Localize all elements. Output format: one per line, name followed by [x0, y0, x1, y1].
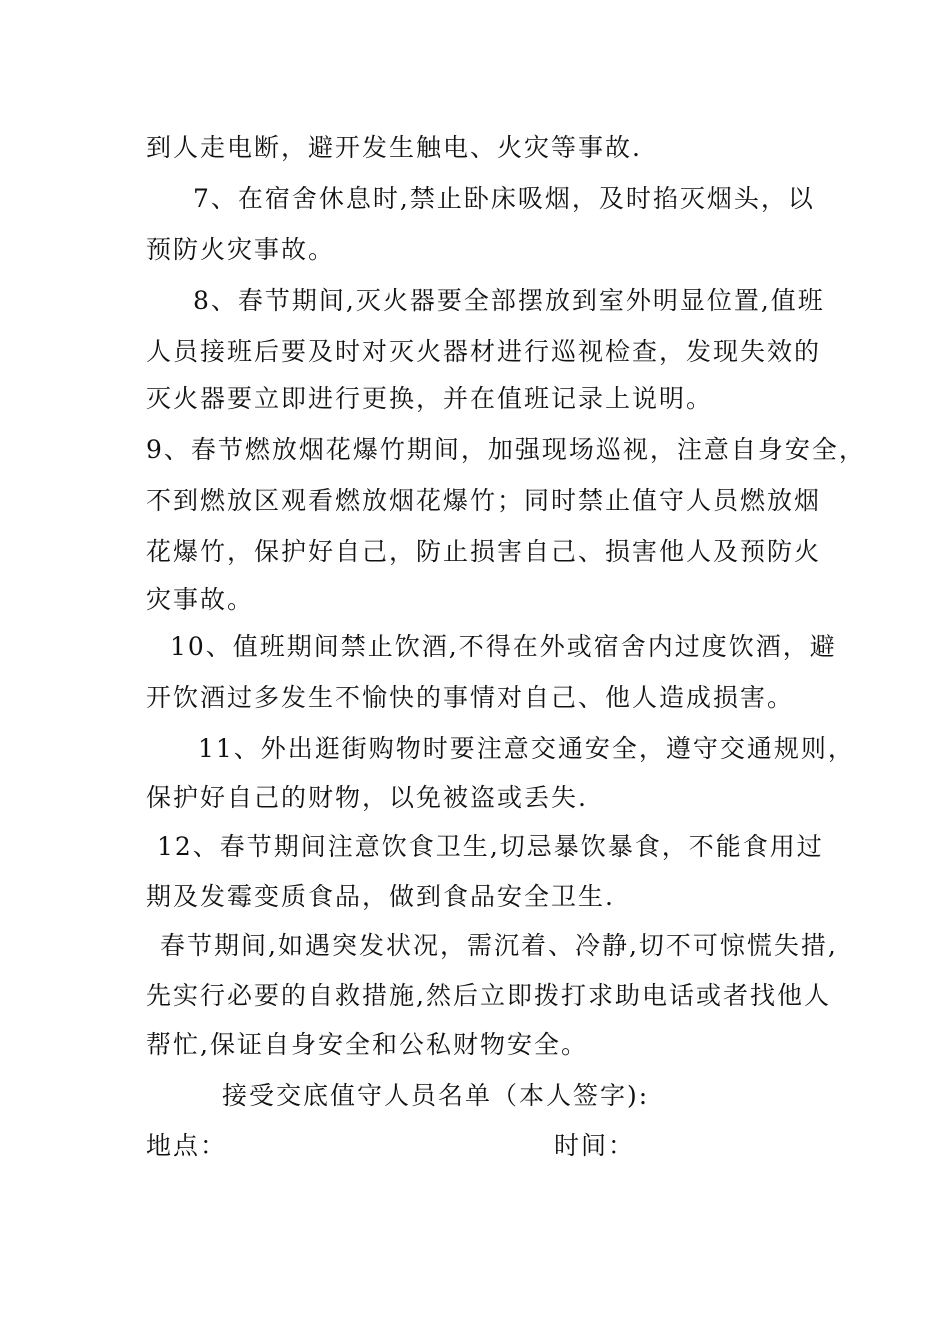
- text-line: 花爆竹，保护好自己，防止损害自己、损害他人及预防火: [146, 537, 822, 566]
- text-line: 先实行必要的自救措施,然后立即拨打求助电话或者找他人: [146, 981, 831, 1010]
- time-label: 时间：: [554, 1131, 636, 1160]
- text-line: 保护好自己的财物，以免被盗或丢失.: [146, 783, 588, 812]
- text-line: 10、值班期间禁止饮酒,不得在外或宿舍内过度饮酒，避: [170, 632, 837, 661]
- text-line: 不到燃放区观看燃放烟花爆竹；同时禁止值守人员燃放烟: [146, 486, 822, 515]
- text-line: 7、在宿舍休息时,禁止卧床吸烟，及时掐灭烟头，以: [193, 184, 815, 213]
- text-line: 灭火器要立即进行更换，并在值班记录上说明。: [146, 384, 714, 413]
- text-line: 人员接班后要及时对灭火器材进行巡视检查，发现失效的: [146, 337, 822, 366]
- text-line: 开饮酒过多发生不愉快的事情对自己、他人造成损害。: [146, 683, 795, 712]
- text-line: 灾事故。: [146, 585, 255, 614]
- location-label: 地点：: [146, 1131, 228, 1160]
- text-line: 到人走电断，避开发生触电、火灾等事故.: [146, 133, 642, 162]
- text-line: 期及发霉变质食品，做到食品安全卫生.: [146, 882, 615, 911]
- text-line: 帮忙,保证自身安全和公私财物安全。: [146, 1030, 588, 1059]
- text-line: 春节期间,如遇突发状况，需沉着、冷静,切不可惊慌失措,: [160, 931, 838, 960]
- signature-heading: 接受交底值守人员名单（本人签字):: [222, 1081, 650, 1110]
- text-line: 11、外出逛街购物时要注意交通安全，遵守交通规则，: [198, 734, 855, 763]
- text-line: 9、春节燃放烟花爆竹期间，加强现场巡视，注意自身安全，: [146, 435, 866, 464]
- text-line: 12、春节期间注意饮食卫生,切忌暴饮暴食，不能食用过: [157, 832, 824, 861]
- text-line: 8、春节期间,灭火器要全部摆放到室外明显位置,值班: [193, 286, 825, 315]
- text-line: 预防火灾事故。: [146, 235, 336, 264]
